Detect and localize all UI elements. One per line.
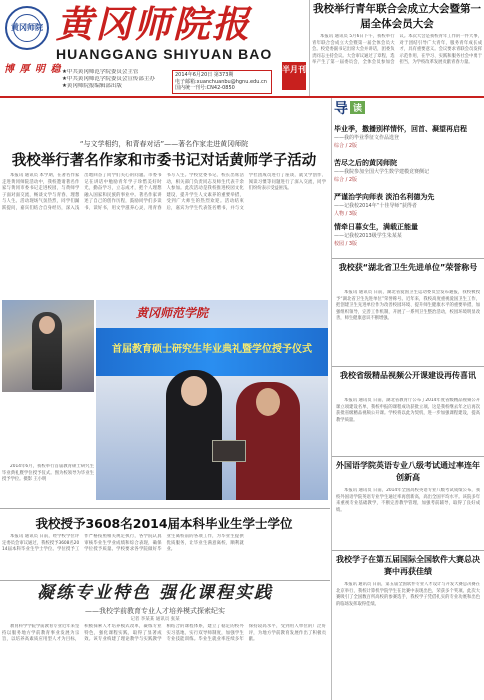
right-article-headline: 外国语学院英语专业八级考试通过率连年创新高 xyxy=(336,461,480,482)
lead-kicker: “与文学相约，和青春对话”——著名作家走进黄冈师院 xyxy=(79,140,249,148)
guide-item-sub: ——记我校2013级学生朱某某 xyxy=(334,233,402,239)
feature-subtitle: ——我校学前教育专业人才培养模式探索纪实 xyxy=(85,607,225,615)
guide-item-sub: ——我院参加全国大学生数学建模竞赛侧记 xyxy=(334,169,430,175)
right-article-headline: 我校学子在第五届国际全国软件大赛总决赛中再获佳绩 xyxy=(336,555,480,576)
banner-logo: 黄冈师范学院 xyxy=(136,306,209,320)
photo-caption xyxy=(2,464,94,498)
article-text: 本报讯 通讯员 日前，湖北省教育厅公布了2014年度省级精品视频公开课立项建设名单，我校申报的课程成功获批立项。这是我校继去年之后再次获批省级精品视频公开课。学校将以此为契机，进一步加强课程建设，提高教学质量。 xyxy=(336,398,480,423)
guide-item[interactable] xyxy=(334,222,482,248)
feature-byline: 记者 李某某 通讯员 张某 xyxy=(130,617,180,622)
feature-headline: 凝练专业特色 强化课程实践 xyxy=(37,583,273,603)
banner-text: 首届教育硕士研究生毕业典礼暨学位授予仪式 xyxy=(112,344,312,355)
right-article-headline: 我校获“湖北省卫生先进单位”荣誉称号 xyxy=(338,263,478,272)
seal-text: 黄冈师院 xyxy=(11,23,43,32)
guide-item-title: 严谨治学向师表 淡泊名利德为先 xyxy=(334,193,435,201)
guide-item[interactable] xyxy=(334,192,482,218)
publisher-line: ★黄冈师院报编辑部出版 xyxy=(62,83,122,89)
diploma-icon xyxy=(212,440,246,462)
second-headline: 我校授予3608名2014届本科毕业生学士学位 xyxy=(35,516,293,531)
guide-item-sub: ——记我校2014年“十佳导师”获得者 xyxy=(334,203,417,209)
guide-tag: 读 xyxy=(350,101,365,114)
divider xyxy=(331,98,332,700)
article-text: 本报讯 通讯员 本学期，在著名作家走进黄冈师院活动中，我校邀请著名作家与黄冈市委书记走进校园，与黄师学子面对面交流，畅谈文学与青春、理想与人生。活动现场气氛热烈，同学们踊跃提问，嘉宾们结合自身经历，深入浅出地回答了同学们关心的问题。市委书记在讲话中勉励青年学子珍惜美好时光，勤奋学习，立志成才，把个人理想融入国家和民族的事业中。著名作家讲述了自己的创作历程，鼓励同学们多读书、读好书，用文学滋养心灵，用青春书写人生。学校党委书记、校长出席活动，相关部门负责同志及师生代表千余人参加。此次活动是我校推进校园文化建设、提升学生人文素养的重要举措，受到广大师生的热烈欢迎。活动结束后，嘉宾为学生代表签名赠书，并与文学社团成员进行了座谈，就文学创作、阅读习惯等问题进行了深入交流，同学们纷纷表示受益匪浅。 xyxy=(2,173,326,211)
top-right-body xyxy=(312,34,482,94)
right-article-body xyxy=(336,398,480,452)
issue-serial: 国内统一刊号:CN42-0850 xyxy=(175,85,235,91)
divider xyxy=(332,456,484,457)
photo-portrait xyxy=(2,300,94,392)
guide-item-title: 情牵日暮女生，满载正能量 xyxy=(334,223,418,231)
graduate-figure xyxy=(166,370,222,500)
person-face xyxy=(39,316,55,334)
lead-body xyxy=(2,173,326,295)
photo-graduation-ceremony xyxy=(96,300,328,500)
publisher-line: ★中共黄冈师范学院委员会主管 xyxy=(62,69,139,75)
divider xyxy=(0,580,330,581)
divider xyxy=(332,258,484,259)
right-article-headline: 我校省级精品视频公开课建设再传喜讯 xyxy=(340,371,476,380)
guide-item-page: 人物 / 3版 xyxy=(334,211,358,217)
guide-item-page: 校园 / 3版 xyxy=(334,241,358,247)
publisher-line: ★中共黄冈师范学院委员会宣传部主办 xyxy=(62,76,155,82)
article-text: 本报讯 通讯员 日前，经学校学位评定委员会审议通过，我校授予3608名2014届本科毕业生学士学位。学位授予工作严格按照相关规定执行，各学院认真审核毕业生学业成绩和综合表现，确保学位授予质量。学校要求各学院做好毕业生离校前的各项工作，为毕业生提供优质服务，让毕业生满意离校、顺利就业。 xyxy=(2,534,244,552)
nameplate-pinyin: HUANGGANG SHIYUAN BAO xyxy=(56,46,273,62)
divider xyxy=(0,508,330,509)
school-motto: 博 厚 明 稳 xyxy=(4,64,62,75)
issue-info-box xyxy=(172,70,272,94)
top-right-headline: 我校举行青年联合会成立大会暨第一届全体会员大会 xyxy=(313,3,481,30)
guide-item-sub: ——我的毕业季征文作品选登 xyxy=(334,135,400,141)
divider xyxy=(309,0,310,96)
right-article-body xyxy=(336,582,480,696)
article-text: 本报讯 通讯员 5月6日下午，我校举行青年联合会成立大会暨第一届全体会员大会。校党委副书记出席大会并讲话，团委负责同志主持会议。大会审议通过了章程，选举产生了第一届委员会，全体会员参加会议。本次大会是我校青年工作的一件大事，对于团结引导广大青年，服务青年成长成才，具有重要意义。会议要求青联会员发挥示范作用，在学习、实践和服务社会中勇于担当，为学校改革发展贡献青春力量。 xyxy=(312,34,482,65)
article-text: 本报讯 通讯员 日前，第五届全国软件专业人才设计与开发大赛总决赛在北京举行，我校计算机学院学生在比赛中表现出色，荣获多个奖项。此次大赛吸引了全国数百所高校的参赛选手，我校学子凭借扎实的专业功底和出色的临场发挥取得佳绩。 xyxy=(336,582,480,607)
article-text: 本报讯 通讯员 日前，2014年全国高校英语专业八级考试成绩公布，我校外国语学院英语专业学生通过率再创新高，高出全国平均水平。该院多年来重视专业基础教学，不断完善教学管理，加强考前辅导，取得了良好成绩。 xyxy=(336,488,480,513)
issue-email: 电子邮箱:xuanchuanbu@hgnu.edu.cn xyxy=(175,78,267,85)
divider xyxy=(332,550,484,551)
guide-title: 导 xyxy=(334,101,348,117)
second-body xyxy=(2,534,326,578)
guide-heading xyxy=(334,98,482,118)
right-article-body xyxy=(336,290,480,360)
article-text: 教育科学学院学前教育专业近年来坚持以服务地方学前教育事业发展为宗旨，以培养高素质应用型人才为目标，积极探索人才培养模式改革，凝练专业特色，强化课程实践，取得了显著成效。该专业构建了理论教学与实践教学相结合的课程体系，建立了稳定的校外实习基地，实行双导师制度，加强学生专业技能训练。毕业生就业率连续多年保持较高水平，受到用人单位的广泛好评，为地方学前教育发展作出了积极贡献。 xyxy=(2,624,326,642)
guide-item[interactable] xyxy=(334,124,482,150)
guide-item-title: 毕业季，撒播别样情怀，回首、凝望再启程 xyxy=(334,125,467,133)
newspaper-nameplate: 黄冈师院报 xyxy=(56,2,251,46)
graduate-face xyxy=(181,376,207,406)
caption-text: 2014年6月，我校举行首届教育硕士研究生毕业典礼暨学位授予仪式。图为校领导为毕业生授予学位。摄影 王小明 xyxy=(2,464,94,482)
guide-item-title: 苦尽之后的黄冈师院 xyxy=(334,159,397,167)
guide-box xyxy=(334,98,482,254)
official-face xyxy=(256,388,280,416)
guide-item-page: 综合 / 2版 xyxy=(334,143,358,149)
right-article-body xyxy=(336,488,480,544)
frequency-badge: 半月刊 xyxy=(282,62,306,90)
lead-headline: 我校举行著名作家和市委书记对话黄师学子活动 xyxy=(11,153,317,169)
masthead xyxy=(0,0,310,92)
guide-item[interactable] xyxy=(334,158,482,184)
issue-date: 2014年6月20日 第373期 xyxy=(175,72,234,78)
university-seal-icon xyxy=(5,6,49,50)
article-text: 本报讯 通讯员 日前，湖北省爱国卫生运动委员会发布通报，我校被授予“湖北省卫生先进单位”荣誉称号。近年来，我校高度重视爱国卫生工作，把创建卫生先进单位作为改善校园环境、提升师生健康水平的重要举措，加强组织领导，完善工作机制，开展了一系列卫生整治活动，校园环境明显改善，师生健康意识不断增强。 xyxy=(336,290,480,321)
divider xyxy=(332,366,484,367)
guide-item-page: 综合 / 2版 xyxy=(334,177,358,183)
feature-body xyxy=(2,624,326,698)
